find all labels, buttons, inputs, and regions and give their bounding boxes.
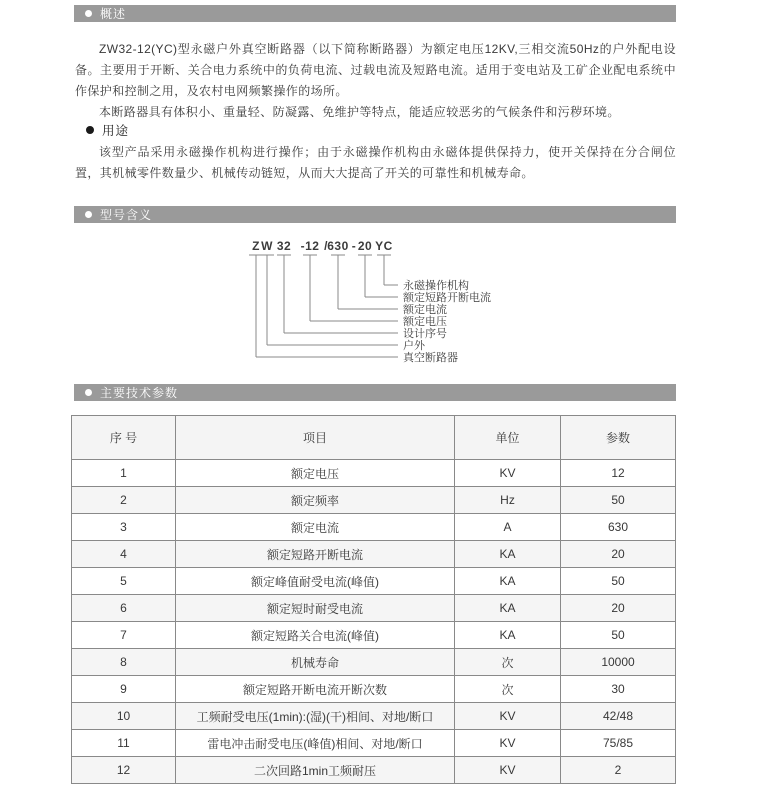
specs-column-header: 参数 <box>561 416 676 460</box>
table-cell: 30 <box>561 676 676 703</box>
usage-paragraph: 该型产品采用永磁操作机构进行操作；由于永磁操作机构由永磁体提供保持力，使开关保持在分合闸位置，其机械零件数量少、机械传动链短，从而大大提高了开关的可靠性和机械寿命。 <box>75 145 676 180</box>
table-cell: 次 <box>455 676 561 703</box>
usage-text <box>75 142 676 184</box>
table-cell: 机械寿命 <box>176 649 455 676</box>
table-cell: 42/48 <box>561 703 676 730</box>
section-bar-specs <box>74 384 676 401</box>
table-cell: 50 <box>561 622 676 649</box>
table-row <box>72 514 676 541</box>
usage-heading <box>86 121 129 139</box>
specs-column-header: 单位 <box>455 416 561 460</box>
table-cell: A <box>455 514 561 541</box>
table-cell: 12 <box>561 460 676 487</box>
table-row <box>72 460 676 487</box>
table-cell: 额定频率 <box>176 487 455 514</box>
specs-table-wrap <box>71 415 675 784</box>
section-bar-model-meaning <box>74 206 676 223</box>
table-cell: 10 <box>72 703 176 730</box>
table-cell: 20 <box>561 595 676 622</box>
table-cell: 4 <box>72 541 176 568</box>
table-row <box>72 676 676 703</box>
table-cell: KA <box>455 568 561 595</box>
table-cell: 50 <box>561 487 676 514</box>
table-cell: 额定电压 <box>176 460 455 487</box>
table-cell: 6 <box>72 595 176 622</box>
model-meaning-label: 永磁操作机构 <box>403 280 469 292</box>
table-cell: 20 <box>561 541 676 568</box>
table-cell: 12 <box>72 757 176 784</box>
table-cell: 50 <box>561 568 676 595</box>
table-cell: KA <box>455 622 561 649</box>
table-cell: 10000 <box>561 649 676 676</box>
table-cell: 9 <box>72 676 176 703</box>
usage-bullet-icon <box>86 126 94 134</box>
table-row <box>72 541 676 568</box>
table-cell: 11 <box>72 730 176 757</box>
model-meaning-label: 设计序号 <box>403 328 447 340</box>
section-bullet-icon <box>85 211 92 218</box>
table-row <box>72 757 676 784</box>
table-row <box>72 595 676 622</box>
table-cell: 额定短路开断电流开断次数 <box>176 676 455 703</box>
model-meaning-label: 额定电压 <box>403 316 447 328</box>
model-meaning-label: 户外 <box>403 340 425 352</box>
model-designation-diagram <box>240 238 515 368</box>
specs-table-body <box>72 460 676 784</box>
model-meaning-label: 额定电流 <box>403 304 447 316</box>
table-cell: 5 <box>72 568 176 595</box>
section-bullet-icon <box>85 389 92 396</box>
section-title-overview: 概述 <box>100 7 127 21</box>
section-bar-overview <box>74 5 676 22</box>
specs-column-header: 序 号 <box>72 416 176 460</box>
table-row <box>72 649 676 676</box>
specs-table <box>71 415 676 784</box>
model-code-token: W <box>261 239 273 253</box>
overview-paragraph: ZW32-12(YC)型永磁户外真空断路器（以下简称断路器）为额定电压12KV,三相交流50Hz的户外配电设备。主要用于开断、关合电力系统中的负荷电流、过载电流及短路电流。适用于变电站及工矿企业配电系统中作保护和控制之用，及农村电网频繁操作的场所。 <box>75 42 676 98</box>
usage-heading-label: 用途 <box>102 124 130 138</box>
table-cell: 7 <box>72 622 176 649</box>
table-cell: Hz <box>455 487 561 514</box>
table-cell: KV <box>455 703 561 730</box>
table-row <box>72 730 676 757</box>
specs-table-header-row <box>72 416 676 460</box>
overview-text <box>75 39 676 123</box>
table-cell: 1 <box>72 460 176 487</box>
table-cell: 次 <box>455 649 561 676</box>
table-cell: 2 <box>561 757 676 784</box>
table-cell: 工频耐受电压(1min):(湿)(干)相间、对地/断口 <box>176 703 455 730</box>
table-row <box>72 622 676 649</box>
table-cell: 3 <box>72 514 176 541</box>
model-code-token: Z <box>252 239 260 253</box>
table-cell: 雷电冲击耐受电压(峰值)相间、对地/断口 <box>176 730 455 757</box>
table-cell: 额定短路关合电流(峰值) <box>176 622 455 649</box>
model-code-token: YC <box>375 239 393 253</box>
table-row <box>72 568 676 595</box>
table-cell: 2 <box>72 487 176 514</box>
table-cell: 额定电流 <box>176 514 455 541</box>
table-cell: 额定短路开断电流 <box>176 541 455 568</box>
model-code-token: / <box>324 239 328 253</box>
model-code-token: 32 <box>276 239 292 253</box>
model-meaning-label: 额定短路开断电流 <box>403 292 491 304</box>
model-code-token: - <box>351 239 357 253</box>
section-bullet-icon <box>85 10 92 17</box>
section-title-model-meaning: 型号含义 <box>100 208 153 222</box>
table-cell: KV <box>455 757 561 784</box>
overview-paragraph: 本断路器具有体积小、重量轻、防凝露、免维护等特点，能适应较恶劣的气候条件和污秽环境。 <box>99 105 620 119</box>
table-cell: KV <box>455 730 561 757</box>
specs-column-header: 项目 <box>176 416 455 460</box>
table-row <box>72 487 676 514</box>
table-cell: KV <box>455 460 561 487</box>
table-cell: 8 <box>72 649 176 676</box>
model-meaning-label: 真空断路器 <box>403 352 458 364</box>
model-code-token: 630 <box>327 239 349 253</box>
table-row <box>72 703 676 730</box>
model-code-token: -12 <box>300 239 320 253</box>
section-title-specs: 主要技术参数 <box>100 386 179 400</box>
table-cell: KA <box>455 541 561 568</box>
table-cell: 额定峰值耐受电流(峰值) <box>176 568 455 595</box>
table-cell: 额定短时耐受电流 <box>176 595 455 622</box>
table-cell: KA <box>455 595 561 622</box>
model-code-token: 20 <box>357 239 373 253</box>
table-cell: 75/85 <box>561 730 676 757</box>
table-cell: 630 <box>561 514 676 541</box>
table-cell: 二次回路1min工频耐压 <box>176 757 455 784</box>
